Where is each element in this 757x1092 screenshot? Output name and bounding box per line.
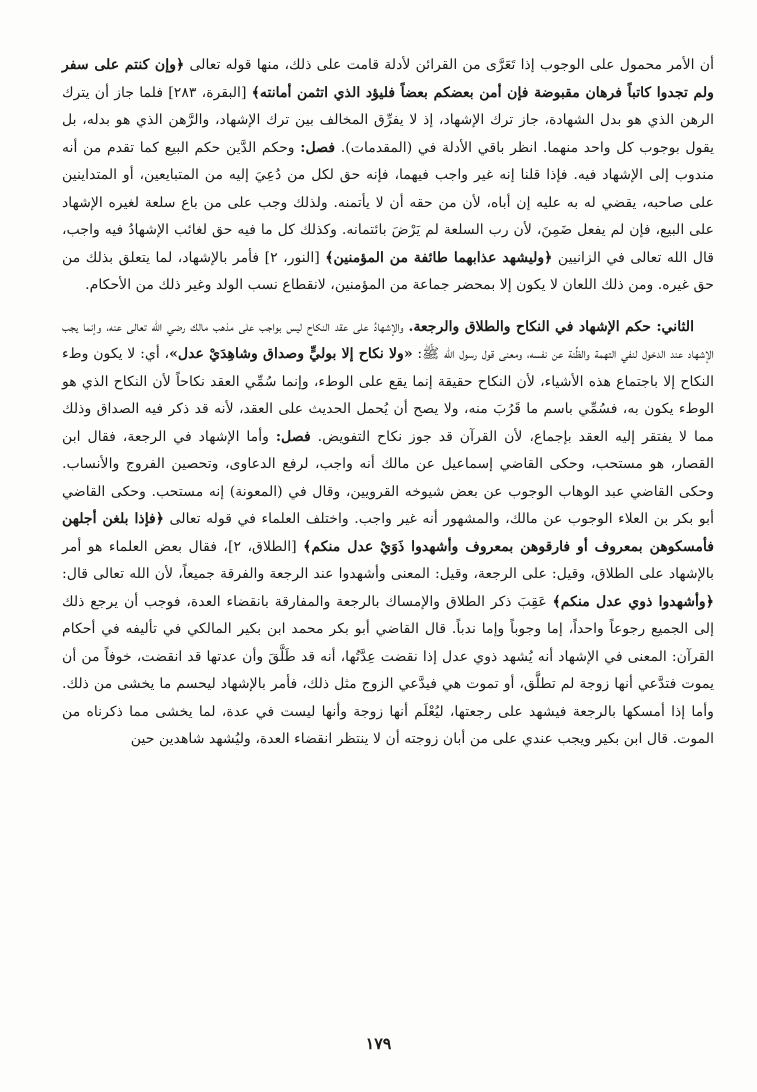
bold-segment: «ولا نكاح إلا بوليٍّ وصداق وشاهِدَيْ عدل» (169, 346, 413, 362)
text-segment: [الطلاق، ٢]، فقال بعض العلماء هو أمر بالإشهاد على الطلاق، وقيل: على الرجعة، وقيل: المعنى وأشهدوا عند الرجعة والفرقة جميعاً، لأن الله تعالى قال: (62, 538, 714, 582)
document-page (62, 52, 714, 754)
text-segment: وحكم الدَّين حكم البيع كما تقدم من أنه مندوب إلى الإشهاد فيه. فإذا قلنا إنه غير واجب فيهما، فإنه حق لكل من دُعِيَ إليه من المتبايعين، أو المتداينين على صاحبه، يقضي له به عليه إن أباه، لأن من حقه أن لا يأتمنه. ولذلك وجب على من باع سلعة لغيره الإشهاد على البيع، فإن لم يفعل ضَمِنَ، لأن رب السلعة لم يَرْضَ بائتمانه. وكذلك كل ما فيه حق لغائب الإشهادُ فيه واجب، قال الله تعالى في الزانيين (62, 139, 714, 266)
bold-segment: ﴿وأشهدوا ذوي عدل منكم﴾ (552, 593, 714, 610)
text-segment: ، أي: لا يكون وطء النكاح إلا باجتماع هذه الأشياء، لأن النكاح حقيقة إنما يقع على الوطء، وإنما سُمِّي العقد نكاحاً لأن النكاح الذي هو الوطء يكون به، فسُمِّي باسم ما قَرُبَ منه، ولا يصح أن يُحمل الحديث على العقد، لأنه قد ذكر فيه الصداق وذلك مما لا يفتقر إليه العقد بإجماع، لأن القرآن قد جوز نكاح التفويض. (62, 346, 714, 445)
bold-segment: ﴿فإذا بلغن أجلهن فأمسكوهن بمعروف أو فارقوهن بمعروف وأشهدوا ذَوَيْ عدل منكم﴾ (62, 511, 714, 555)
text-segment: [البقرة، ٢٨٣] فلما جاز أن يترك الرهن الذي هو بدل الشهادة، جاز ترك الإشهاد، إذ لا يفرِّق المخالف بين ترك الإشهاد، والرَّهن الذي هو بدله، بل يقول بوجوب كل واحد منهما. انظر باقي الأدلة في (المقدمات). (62, 84, 714, 156)
paragraph-1 (62, 52, 714, 300)
text-segment: والإشهادُ على عقد النكاح ليس بواجب على مذهب مالك رضي الله تعالى عنه، وإنما يجب الإشهاد عند الدخول لنفي التهمة والظِّنة عن نفسه، ومعنى قول رسول الله ﷺ: (62, 318, 714, 362)
bold-segment: ﴿وإن كنتم على سفر ولم تجدوا كاتباً فرهان مقبوضة فإن أمن بعضكم بعضاً فليؤد الذي اتثمن أمانته﴾ (62, 57, 714, 101)
text-segment: [النور، ٢] فأمر بالإشهاد، لما يتعلق بذلك من حق غيره. ومن ذلك اللعان لا يكون إلا بمحضر جماعة من المؤمنين، لانقطاع نسب الولد وغير ذلك من الأحكام. (62, 249, 714, 293)
bold-segment: الثاني: حكم الإشهاد في النكاح والطلاق والرجعة. (408, 318, 694, 335)
text-segment: أن الأمر محمول على الوجوب إذا تَعَرَّى من القرائن لأدلة قامت على ذلك، منها قوله تعالى (184, 57, 714, 73)
text-segment: وأما الإشهاد في الرجعة، فقال ابن القصار، هو مستحب، وحكى القاضي إسماعيل عن مالك أنه واجب، لرفع الدعاوى، وتحصين الفروج والأنساب. وحكى القاضي عبد الوهاب الوجوب عن بعض شيوخه القرويين، وقال في (المعونة) إنه مستحب. وحكى القاضي أبو بكر بن العلاء الوجوب عن مالك، والمشهور أنه غير واجب. واختلف العلماء في قوله تعالى (62, 428, 714, 527)
text-segment: عَقِبَ ذكر الطلاق والإمساك بالرجعة والمفارقة بانقضاء العدة، فوجب أن يرجع ذلك إلى الجميع رجوعاً واحداً، إما وجوباً وإما ندباً. قال القاضي أبو بكر محمد ابن بكير المالكي في تأليفه في أحكام القرآن: المعنى في الإشهاد أنه يُشهد ذوي عدل إذا نقضت عِدَّتُها، أنه قد طَلَّقَ وأن عدتها قد انقضت، خوفاً من أن يموت فتدَّعي أنها زوجة لم تطلَّق، أو تموت هي فيدَّعي الزوج مثل ذلك، فأمر بالإشهاد ليحسم ما يخشى من ذلك. وأما إذا أمسكها بالرجعة فيشهد على رجعتها، ليُعْلَم أنها زوجة وأنها ليست في عدة، لما يخشى مما ذكرناه من الموت. قال ابن بكير ويجب عندي على من أبان زوجته أن لا ينتظر انقضاء العدة، وليُشهد شاهدين حين (62, 593, 714, 747)
bold-segment: فصل: (275, 428, 311, 445)
page-number: ١٧٩ (365, 1034, 392, 1053)
paragraph-2 (62, 314, 714, 754)
bold-segment: فصل: (300, 139, 336, 156)
bold-segment: ﴿وليشهد عذابهما طائفة من المؤمنين﴾ (325, 249, 553, 266)
